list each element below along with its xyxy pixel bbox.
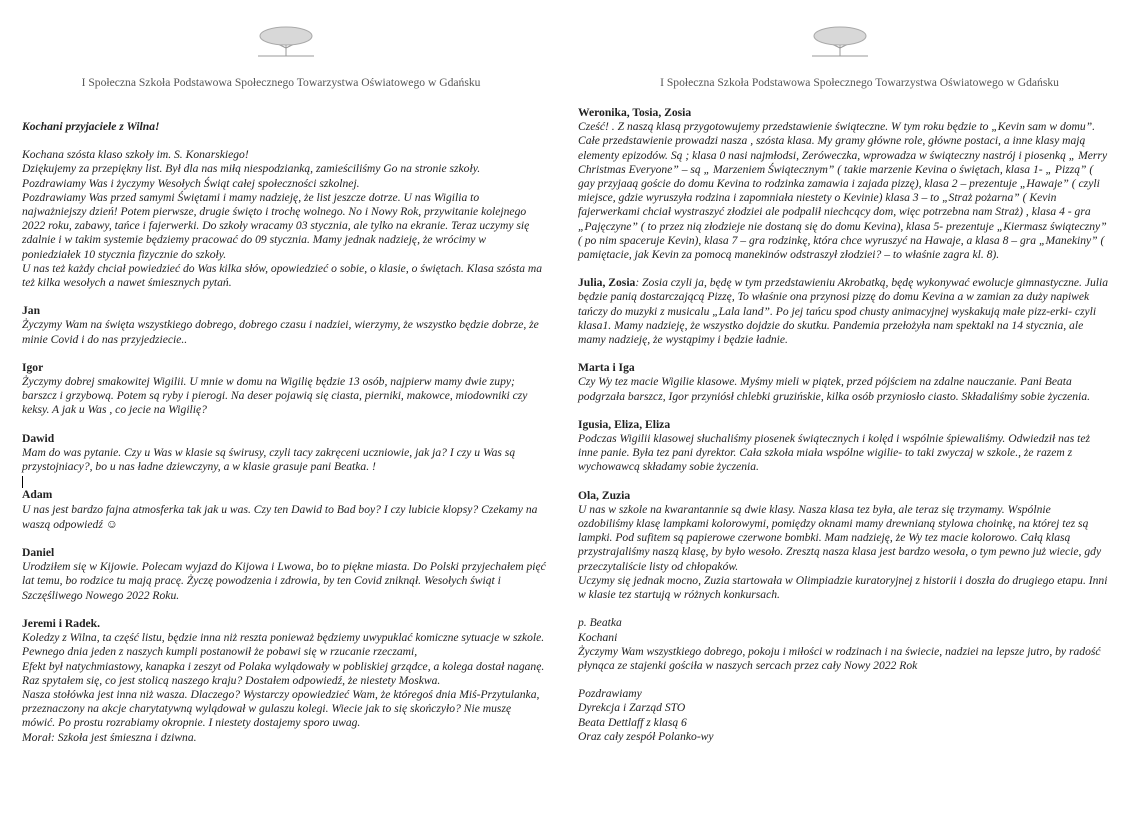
- left-page: [0, 0, 560, 836]
- author-text: Cześć! . Z naszą klasą przygotowujemy przedstawienie świąteczne. W tym roku będzie to „Kevin sam w domu”. Całe przedstawienie prowadzi nasza , szósta klasa. My gramy główne role, główne postaci, a inne klasy mają elementy epizodów. Są ; klasa 0 nasi najmłodsi, Zeróweczka, wprowadza w świąteczny nastrój i piosenką „ Merry Christmas Everyone” – są „ Marzeniem Świątecznym” ( takie marzenie Kevina o świętach, klasa 1- „ Pizzą” ( gay przyjaaą goście do domu Kevina to rodzinka zamawia i zajada pizzę), klasa 2 – prezentuje „Hawaje” ( czyli miejsce, gdzie wyruszyła rodzina i zapomniała niestety o Kevinie) klasa 3 – to „Straż pożarna” ( Kevin fajerwerkami chciał wystraszyć złodziei ale podpalił niechcący dom, więc potrzebna nam Straż) , klasa 4 - gra „Pajęczyne” ( to przez nią złodzieje nie dostaną się do domu Kevina), klasa 5- prezentuje „Kiermasz świąteczny” ( po nim spaceruje Kevin), klasa 7 – gra rodzinkę, która chce wyruszyć na Hawaje, a klasa 8 – gra „Manekiny” ( pamiętacie, jak Kevin za pomocą manekinów odstraszył złodziei? – to właśnie zagra kl. 8).: [578, 120, 1108, 262]
- closing-line: Kochani: [578, 630, 618, 644]
- left-letter: [22, 120, 546, 745]
- signature-line: Pozdrawiamy: [578, 687, 642, 701]
- signature-line: Beata Dettlaff z klasą 6: [578, 715, 687, 729]
- school-header: I Społeczna Szkoła Podstawowa Społecznego Towarzystwa Oświatowego w Gdańsku: [660, 76, 1059, 89]
- closing-line: p. Beatka: [578, 616, 622, 630]
- author-paragraph: [578, 276, 1109, 347]
- signature-line: Dyrekcja i Zarząd STO: [578, 701, 686, 715]
- author-name: Jeremi i Radek.: [22, 616, 101, 630]
- author-name: Igusia, Eliza, Eliza: [578, 417, 671, 431]
- author-name: Julia, Zosia: [578, 276, 636, 290]
- intro-paragraph: Kochana szósta klaso szkoły im. S. Konarskiego!: [22, 148, 249, 162]
- author-text: Mam do was pytanie. Czy u Was w klasie są świrusy, czyli tacy zakręceni uczniowie, jak ja? I czy u Was są przystojniacy?, bo u nas ładne dziewczyny, a w klasie grasuje pani Beatka. !: [22, 445, 516, 474]
- author-text: : Zosia czyli ja, będę w tym przedstawieniu Akrobatką, będę wykonywać ewolucje gimnastyczne. Julia będzie panią dostarczającą Pizzę, To właśnie ona przynosi pizzę do domu Kevina a w zamian za duży napiwek tańczy do muzyki z musicalu „Lala land”. Po jej tańcu spod chusty animacyjnej wyskakują małe pizz-erki- czyli klasa1. Mamy nadzieję, że wszystko dojdzie do skutku. Pandemia przełożyła nam spektakl na 14 stycznia, ale mamy nadzieję, że wystąpimy i będzie ładnie.: [578, 276, 1109, 347]
- author-text: Podczas Wigilii klasowej słuchaliśmy piosenek świątecznych i kolęd i wspólnie śpiewaliśmy. Odwiedził nas też inne panie. Była tez pani dyrektor. Cała szkoła miała wspólne wigilie- to taki zwyczaj w szkole., że razem z wychowawcą składamy sobie życzenia.: [578, 432, 1091, 474]
- author-text: Pewnego dnia jeden z naszych kumpli postanowił że pobawi się w rzucanie rzeczami,: [22, 645, 418, 659]
- intro-paragraph: Dziękujemy za przepiękny list. Był dla nas miłą niespodzianką, zamieściliśmy Go na stronie szkoły.: [22, 162, 481, 176]
- author-text: Urodziłem się w Kijowie. Polecam wyjazd do Kijowa i Lwowa, bo to piękne miasta. Do Polski przyjechałem pięć lat temu, bo rodzice tu mają pracę. Życzę powodzenia i zdrowia, by ten Covid zniknął. Wesołych świąt i Szczęśliwego Nowego 2022 Roku.: [22, 560, 546, 602]
- tree-logo-icon: [250, 24, 322, 58]
- author-text: Efekt był natychmiastowy, kanapka i zeszyt od Polaka wylądowały w pobliskiej grządce, a kolega dostał naganę. Raz spytałem się, co jest stolicą naszego kraju? Dostałem odpowiedź, że niestety Moskwa.: [22, 659, 545, 687]
- author-name: Jan: [22, 304, 41, 318]
- author-name: Weronika, Tosia, Zosia: [578, 106, 692, 119]
- author-text: Koledzy z Wilna, ta część listu, będzie inna niż reszta ponieważ będziemy uwypuklać komiczne sytuacje w szkole.: [22, 631, 545, 645]
- smiley-icon: ☺: [105, 516, 119, 531]
- letter-greeting: Kochani przyjaciele z Wilna!: [22, 120, 160, 133]
- author-text: Uczymy się jednak mocno, Zuzia startowała w Olimpiadzie kuratoryjnej z historii i doszła do drugiego etapu. Inni w klasie tez startują w różnych konkursach.: [578, 573, 1108, 602]
- author-name: Igor: [22, 360, 44, 374]
- author-name: Adam: [22, 488, 53, 502]
- author-name: Marta i Iga: [578, 361, 635, 375]
- author-text: [22, 503, 546, 532]
- text-cursor: [22, 474, 546, 488]
- signature-line: Oraz cały zespół Polanko-wy: [578, 729, 714, 743]
- intro-paragraph: U nas też każdy chciał powiedzieć do Was kilka słów, opowiedzieć o sobie, o klasie, o świętach. Klasa szósta ma też kilka wesołych a nawet śmiesznych pytań.: [22, 261, 543, 290]
- author-text: U nas w szkole na kwarantannie są dwie klasy. Nasza klasa tez była, ale teraz się trzymamy. Wspólnie ozdobiliśmy klasę lampkami kolorowymi, pomiędzy oknami mamy drewnianą stylowa choinkę, na której tez są lampki. Pod sufitem są papierowe czerwone bombki. Mam nadzieję, że Wy tez macie kolorowo. Całą klasą przystrajaliśmy naszą klasę, by było wesoło. Zresztą nasza klasa jest bardzo wesoła, o tym pewno już wiecie, gdy przeczytaliście listy od chłopaków.: [578, 502, 1102, 573]
- author-name: Ola, Zuzia: [578, 488, 631, 502]
- tree-logo-icon: [804, 24, 876, 58]
- school-header: I Społeczna Szkoła Podstawowa Społecznego Towarzystwa Oświatowego w Gdańsku: [81, 76, 481, 89]
- intro-paragraph: Pozdrawiamy Was przed samymi Świętami i mamy nadzieję, że list jeszcze dotrze. U nas Wigilia to najważniejszy dzień! Potem pierwsze, drugie święto i trochę wolnego. No i Nowy Rok, przywitanie kolejnego 2022 roku, zabawy, tańce i fajerwerki. Do szkoły wracamy 03 stycznia, ale tylko na ekranie. Teraz uczymy się zdalnie i w takim systemie będziemy pracować do 09 stycznia. Mamy jednak nadzieję, że wrócimy w poniedziałek 10 stycznia fizycznie do szkoły.: [22, 190, 530, 261]
- author-text: Morał: Szkoła jest śmieszna i dziwna.: [22, 730, 197, 744]
- closing-line: Życzymy Wam wszystkiego dobrego, pokoju i miłości w rodzinach i na świecie, nadziei na lepsze jutro, by radość płynąca ze stajenki gościła w naszych sercach przez cały Nowy 2022 Rok: [578, 644, 1101, 672]
- author-text: Czy Wy tez macie Wigilie klasowe. Myśmy mieli w piątek, przed pójściem na zdalne nauczanie. Pani Beata podgrzała barszcz, Igor przyniósł chlebki gruzińskie, kilka osób przyniosło ciasto. Składaliśmy sobie życzenia.: [578, 375, 1091, 403]
- author-text: Nasza stołówka jest inna niż wasza. Dlaczego? Wystarczy opowiedzieć Wam, że któregoś dnia Miś-Przytulanka, przeznaczony na akcje charytatywną wylądował w gulaszu kolegi. Wiecie jak to się skończyło? Nie muszę mówić. Po prostu rozrabiamy okropnie. I niestety dostajemy sporo uwag.: [22, 687, 540, 730]
- author-text: Życzymy Wam na święta wszystkiego dobrego, dobrego czasu i nadziei, wierzymy, że wszystko będzie dobrze, że minie Covid i do nas przyjedziecie..: [22, 318, 539, 346]
- intro-paragraph: Pozdrawiamy Was i życzymy Wesołych Świąt całej społeczności szkolnej.: [22, 176, 360, 190]
- right-letter: [578, 106, 1109, 744]
- adam-message: U nas jest bardzo fajna atmosferka tak jak u was. Czy ten Dawid to Bad boy? I czy lubicie klopsy? Czekamy na waszą odpowiedź: [22, 502, 538, 531]
- right-page: [560, 0, 1123, 836]
- author-text: Życzymy dobrej smakowitej Wigilii. U mnie w domu na Wigilię będzie 13 osób, najpierw mamy dwie zupy; barszcz i grzybową. Potem są ryby i pierogi. Na deser pojawią się ciasta, pierniki, makowce, miodowniki czy keksy. A jak u Was , co jecie na Wigilię?: [22, 375, 528, 417]
- author-name: Daniel: [22, 546, 55, 560]
- author-name: Dawid: [22, 431, 55, 445]
